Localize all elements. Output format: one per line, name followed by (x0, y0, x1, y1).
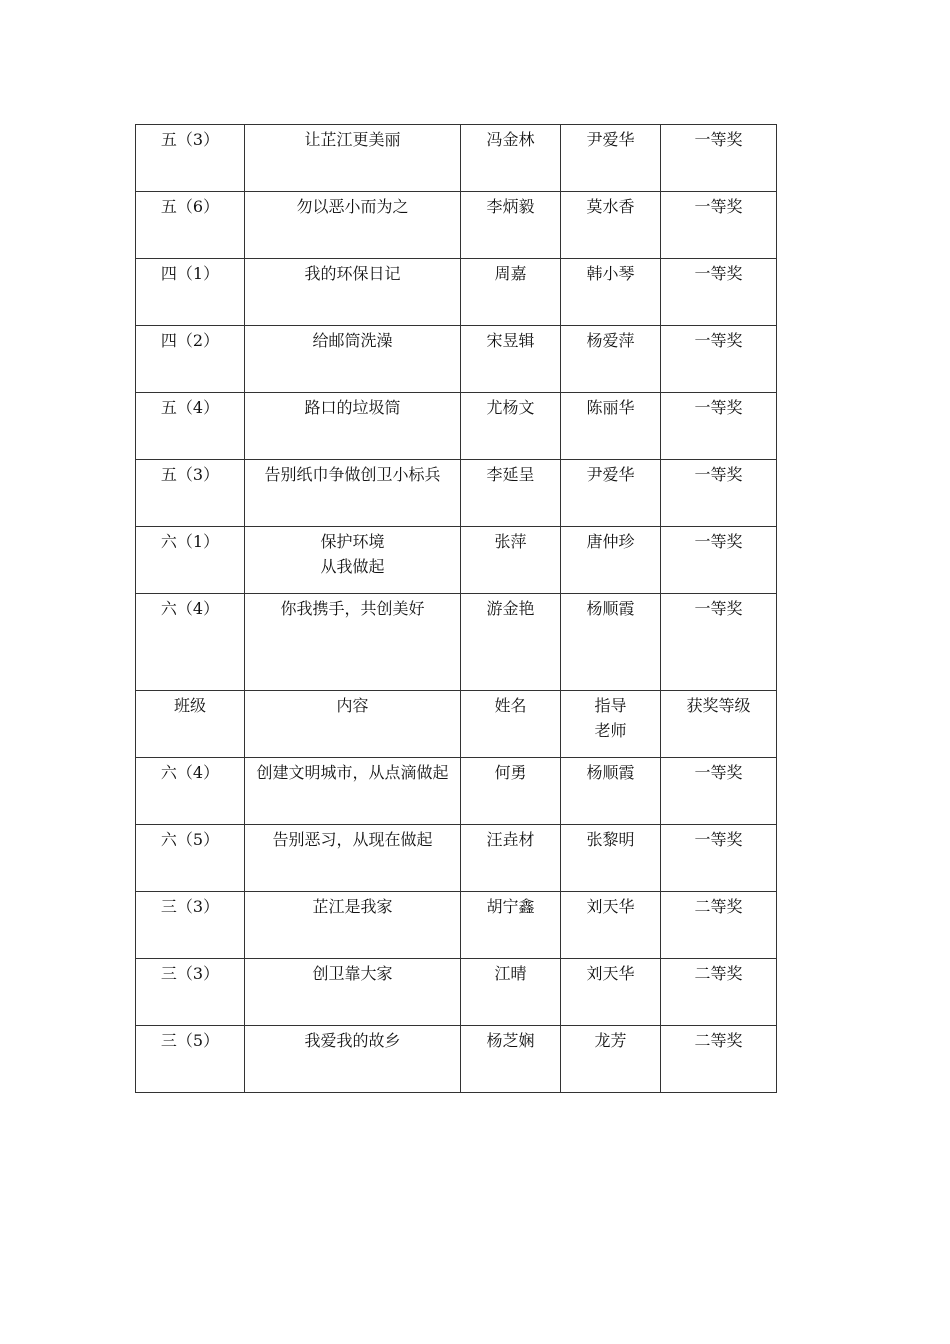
teacher-line: 尹爱华 (586, 130, 635, 149)
award-level-cell: 一等奖 (661, 393, 777, 460)
student-name-cell: 尤杨文 (461, 393, 561, 460)
content-cell (245, 1026, 461, 1093)
content-line: 勿以恶小而为之 (296, 197, 409, 216)
content-cell (245, 527, 461, 594)
content-line: 告别纸巾争做创卫小标兵 (264, 465, 441, 484)
content-cell (245, 892, 461, 959)
content-cell (245, 393, 461, 460)
table-row (136, 460, 777, 527)
award-level-header: 获奖等级 (661, 691, 777, 758)
table-header-row (136, 691, 777, 758)
class-cell: 三（3） (136, 959, 245, 1026)
teacher-cell (561, 393, 661, 460)
table-row (136, 1026, 777, 1093)
content-line: 你我携手，共创美好 (280, 599, 425, 618)
content-line: 给邮筒洗澡 (312, 331, 393, 350)
student-name-cell: 杨芝娴 (461, 1026, 561, 1093)
teacher-header-line: 老师 (594, 721, 627, 740)
award-level-cell: 一等奖 (661, 825, 777, 892)
content-header-line: 内容 (336, 696, 369, 715)
class-cell: 三（5） (136, 1026, 245, 1093)
class-cell: 三（3） (136, 892, 245, 959)
table-row (136, 192, 777, 259)
teacher-line: 陈丽华 (586, 398, 635, 417)
teacher-line: 尹爱华 (586, 465, 635, 484)
award-level-cell: 二等奖 (661, 892, 777, 959)
table-row (136, 259, 777, 326)
award-level-cell: 一等奖 (661, 758, 777, 825)
class-cell: 四（2） (136, 326, 245, 393)
content-cell (245, 594, 461, 691)
student-name-cell: 张萍 (461, 527, 561, 594)
teacher-line: 杨爱萍 (586, 331, 635, 350)
teacher-line: 杨顺霞 (586, 763, 635, 782)
content-cell (245, 326, 461, 393)
content-line: 路口的垃圾筒 (304, 398, 401, 417)
class-cell: 六（4） (136, 594, 245, 691)
content-line: 从我做起 (320, 557, 385, 576)
class-cell: 四（1） (136, 259, 245, 326)
student-name-cell: 宋昱辑 (461, 326, 561, 393)
student-name-header: 姓名 (461, 691, 561, 758)
content-line: 创卫靠大家 (312, 964, 393, 983)
teacher-cell (561, 527, 661, 594)
teacher-line: 刘天华 (586, 897, 635, 916)
class-header: 班级 (136, 691, 245, 758)
class-cell: 五（6） (136, 192, 245, 259)
content-line: 保护环境 (320, 532, 385, 551)
content-cell (245, 959, 461, 1026)
student-name-cell: 周嘉 (461, 259, 561, 326)
award-level-cell: 一等奖 (661, 460, 777, 527)
class-cell: 六（1） (136, 527, 245, 594)
class-cell: 五（3） (136, 460, 245, 527)
teacher-cell (561, 1026, 661, 1093)
class-cell: 五（4） (136, 393, 245, 460)
content-line: 告别恶习，从现在做起 (272, 830, 433, 849)
award-level-cell: 一等奖 (661, 527, 777, 594)
class-cell: 六（4） (136, 758, 245, 825)
content-line: 创建文明城市，从点滴做起 (256, 763, 449, 782)
content-line: 我爱我的故乡 (304, 1031, 401, 1050)
content-header (245, 691, 461, 758)
award-level-cell: 一等奖 (661, 259, 777, 326)
teacher-line: 刘天华 (586, 964, 635, 983)
class-cell: 六（5） (136, 825, 245, 892)
table-row (136, 594, 777, 691)
teacher-header-line: 指导 (594, 696, 627, 715)
content-cell (245, 192, 461, 259)
teacher-line: 莫水香 (586, 197, 635, 216)
teacher-line: 龙芳 (594, 1031, 627, 1050)
teacher-line: 杨顺霞 (586, 599, 635, 618)
award-level-cell: 二等奖 (661, 959, 777, 1026)
table-row (136, 959, 777, 1026)
student-name-cell: 胡宁鑫 (461, 892, 561, 959)
award-level-cell: 一等奖 (661, 125, 777, 192)
content-line: 我的环保日记 (304, 264, 401, 283)
content-cell (245, 758, 461, 825)
award-level-cell: 一等奖 (661, 594, 777, 691)
content-line: 让芷江更美丽 (304, 130, 401, 149)
award-level-cell: 一等奖 (661, 192, 777, 259)
table-row (136, 527, 777, 594)
teacher-cell (561, 758, 661, 825)
student-name-cell: 何勇 (461, 758, 561, 825)
awards-table (135, 124, 777, 1093)
teacher-line: 张黎明 (586, 830, 635, 849)
content-cell (245, 259, 461, 326)
teacher-cell (561, 825, 661, 892)
teacher-cell (561, 460, 661, 527)
student-name-cell: 江晴 (461, 959, 561, 1026)
content-cell (245, 825, 461, 892)
table-row (136, 758, 777, 825)
teacher-cell (561, 594, 661, 691)
table-row (136, 326, 777, 393)
table-row (136, 825, 777, 892)
awards-table-body (136, 125, 777, 1093)
content-line: 芷江是我家 (312, 897, 393, 916)
award-level-cell: 二等奖 (661, 1026, 777, 1093)
student-name-cell: 汪垚材 (461, 825, 561, 892)
award-level-cell: 一等奖 (661, 326, 777, 393)
teacher-cell (561, 892, 661, 959)
table-row (136, 393, 777, 460)
teacher-cell (561, 125, 661, 192)
student-name-cell: 李炳毅 (461, 192, 561, 259)
teacher-header (561, 691, 661, 758)
student-name-cell: 游金艳 (461, 594, 561, 691)
student-name-cell: 冯金林 (461, 125, 561, 192)
student-name-cell: 李延呈 (461, 460, 561, 527)
teacher-cell (561, 326, 661, 393)
content-cell (245, 125, 461, 192)
table-row (136, 892, 777, 959)
teacher-cell (561, 959, 661, 1026)
teacher-cell (561, 259, 661, 326)
teacher-line: 唐仲珍 (586, 532, 635, 551)
class-cell: 五（3） (136, 125, 245, 192)
content-cell (245, 460, 461, 527)
teacher-cell (561, 192, 661, 259)
teacher-line: 韩小琴 (586, 264, 635, 283)
table-row (136, 125, 777, 192)
